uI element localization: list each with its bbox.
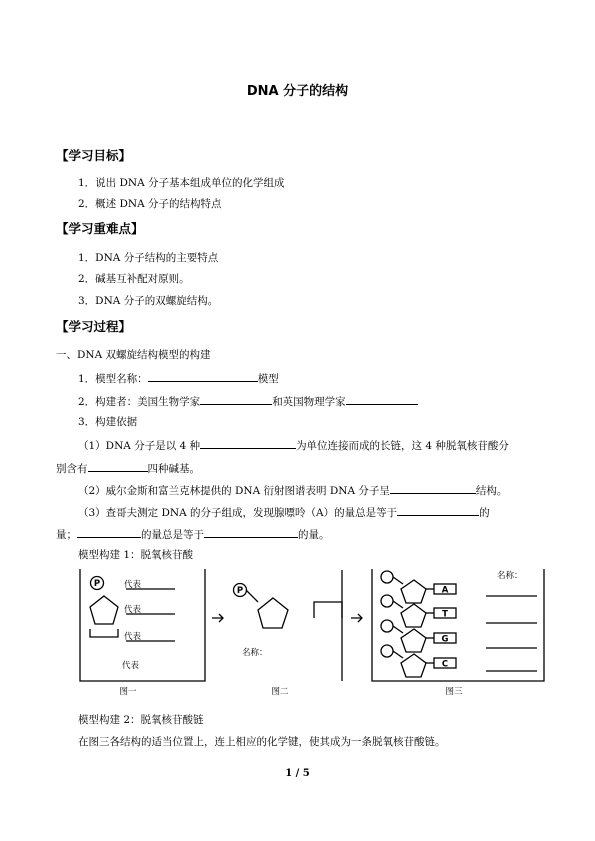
builders-line: 2．构建者：美国生物学家 和英国物理学家	[78, 393, 418, 409]
chargaff-blank-1[interactable]	[397, 504, 479, 516]
unit-blank[interactable]	[200, 437, 296, 449]
daibiao-label: 代表	[124, 580, 142, 590]
basis-3-line: （3）查哥夫测定 DNA 的分子组成，发现腺嘌呤（A）的量总是等于 的	[78, 504, 490, 520]
base-icon	[314, 602, 342, 618]
base-letter-c: C	[441, 659, 449, 670]
model-build-2: 模型构建 2：脱氧核苷酸链	[78, 714, 204, 726]
section-heading-goals: 【学习目标】	[56, 148, 132, 163]
daibiao-label: 代表	[124, 605, 142, 615]
biologist-blank[interactable]	[200, 393, 272, 405]
model-build-2-instruction: 在图三各结构的适当位置上，连上相应的化学键，使其成为一条脱氧核苷酸链。	[78, 736, 446, 748]
model-build-1: 模型构建 1：脱氧核苷酸	[78, 549, 194, 561]
base-letter-g: G	[441, 634, 449, 645]
figure-3-box	[372, 569, 544, 681]
section-heading-process: 【学习过程】	[56, 319, 132, 334]
figure-caption-2: 图二	[271, 687, 289, 697]
model-name-blank[interactable]	[148, 370, 258, 382]
daibiao-label: 代表	[122, 661, 140, 671]
daibiao-label: 代表	[124, 632, 142, 642]
figure-caption-1: 图一	[119, 687, 137, 697]
basis-1-line-2: 别含有 四种碱基。	[56, 460, 200, 476]
base-icon	[90, 629, 118, 637]
basis-3-line-2: 量； 的量总是等于 的量。	[56, 526, 330, 542]
physicist-blank[interactable]	[346, 393, 418, 405]
figure-caption-3: 图三	[445, 687, 463, 697]
deoxyribose-icon	[258, 598, 288, 628]
arrow-icon	[351, 614, 362, 622]
goal-item: 1．说出 DNA 分子基本组成单位的化学组成	[78, 177, 285, 189]
page-number: 1 / 5	[285, 768, 310, 779]
deoxyribose-icon	[90, 596, 118, 624]
structure-blank[interactable]	[390, 482, 476, 494]
goal-item: 2．概述 DNA 分子的结构特点	[78, 198, 222, 210]
base-letter-t: T	[442, 609, 448, 620]
basis-heading: 3．构建依据	[78, 416, 138, 428]
arrow-icon	[212, 614, 223, 622]
model-name-line: 1．模型名称： 模型	[78, 370, 279, 386]
base-letter-a: A	[441, 585, 449, 596]
chargaff-blank-2[interactable]	[77, 526, 141, 538]
key-point-item: 3．DNA 分子的双螺旋结构。	[78, 295, 219, 307]
basis-1-line: （1）DNA 分子是以 4 种 为单位连接而成的长链，这 4 种脱氧核苷酸分	[78, 437, 509, 453]
chargaff-blank-3[interactable]	[204, 526, 298, 538]
mingcheng-label: 名称：	[242, 648, 268, 658]
bases-blank[interactable]	[88, 460, 148, 472]
phosphate-label: P	[236, 586, 244, 596]
section-heading-key-points: 【学习重难点】	[56, 221, 144, 236]
mingcheng-label: 名称：	[497, 571, 523, 581]
nucleotide-figure	[70, 566, 560, 700]
basis-2-line: （2）威尔金斯和富兰克林提供的 DNA 衍射图谱表明 DNA 分子呈 结构。	[78, 482, 507, 498]
key-point-item: 1．DNA 分子结构的主要特点	[78, 252, 219, 264]
page-title: DNA 分子的结构	[246, 84, 349, 99]
key-point-item: 2．碱基互补配对原则。	[78, 273, 190, 285]
process-heading: 一、DNA 双螺旋结构模型的构建	[56, 349, 211, 361]
phosphate-label: P	[93, 579, 101, 589]
